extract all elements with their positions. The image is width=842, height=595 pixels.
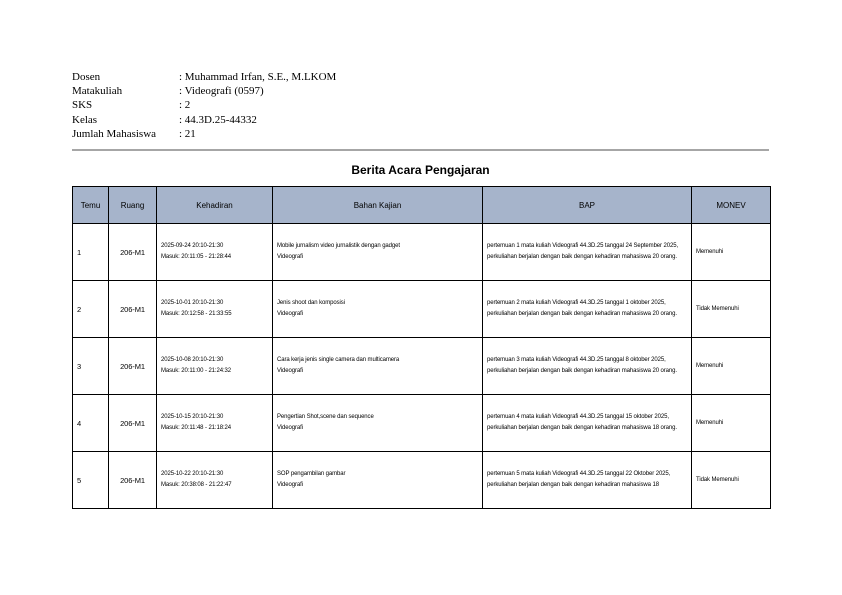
info-value: : Muhammad Irfan, S.E., M.LKOM — [179, 71, 337, 83]
table-row — [73, 395, 771, 452]
cell-bahan-kajian — [273, 281, 483, 338]
page-title: Berita Acara Pengajaran — [351, 163, 490, 177]
cell-kehadiran — [157, 338, 273, 395]
cell-bap: pertemuan 1 mata kuliah Videografi 44.3D.25 tanggal 24 September 2025, perkuliahan berjalan dengan baik dengan kehadiran mahasiswa 20 orang. — [483, 224, 692, 281]
cell-kehadiran — [157, 452, 273, 509]
bahan-matakuliah: Videografi — [277, 425, 303, 431]
bahan-matakuliah: Videografi — [277, 482, 303, 488]
kehadiran-masuk: Masuk: 20:12:58 - 21:33:55 — [161, 311, 232, 317]
kehadiran-jadwal: 2025-09-24 20:10-21:30 — [161, 243, 224, 249]
cell-ruang: 206-M1 — [109, 452, 157, 509]
cell-monev: Memenuhi — [692, 338, 771, 395]
table-row — [73, 452, 771, 509]
info-row-dosen — [72, 70, 336, 84]
cell-temu: 2 — [73, 281, 109, 338]
header-divider — [72, 149, 769, 151]
bahan-topik: Mobile jurnalism video jurnalistik dengan gadget — [277, 243, 400, 249]
info-label: Kelas — [72, 113, 98, 126]
header-bahan-kajian: Bahan Kajian — [273, 187, 483, 224]
cell-bap: pertemuan 5 mata kuliah Videografi 44.3D.25 tanggal 22 Oktober 2025, perkuliahan berjalan dengan baik dengan kehadiran mahasiswa 18 — [483, 452, 692, 509]
bahan-topik: Pengertian Shot,scene dan sequence — [277, 414, 374, 420]
cell-ruang: 206-M1 — [109, 338, 157, 395]
header-ruang: Ruang — [109, 187, 157, 224]
cell-monev: Tidak Memenuhi — [692, 281, 771, 338]
header-bap: BAP — [483, 187, 692, 224]
bahan-topik: Cara kerja jenis single camera dan multicamera — [277, 357, 400, 363]
cell-kehadiran — [157, 224, 273, 281]
cell-ruang: 206-M1 — [109, 281, 157, 338]
cell-monev: Tidak Memenuhi — [692, 452, 771, 509]
info-label: Dosen — [72, 71, 101, 83]
kehadiran-jadwal: 2025-10-08 20:10-21:30 — [161, 357, 224, 363]
info-value: : Videografi (0597) — [179, 85, 264, 98]
cell-temu: 5 — [73, 452, 109, 509]
table-row — [73, 338, 771, 395]
cell-bap: pertemuan 4 mata kuliah Videografi 44.3D.25 tanggal 15 oktober 2025, perkuliahan berjalan dengan baik dengan kehadiran mahasiswa 18 orang. — [483, 395, 692, 452]
cell-bahan-kajian — [273, 452, 483, 509]
kehadiran-masuk: Masuk: 20:11:48 - 21:18:24 — [161, 425, 232, 431]
bahan-matakuliah: Videografi — [277, 368, 303, 374]
header-kehadiran: Kehadiran — [157, 187, 273, 224]
header-monev: MONEV — [692, 187, 771, 224]
kehadiran-masuk: Masuk: 20:11:05 - 21:28:44 — [161, 254, 232, 260]
info-label: Matakuliah — [72, 85, 123, 98]
table-header-row — [73, 187, 771, 224]
info-row-matakuliah — [72, 84, 336, 98]
cell-monev: Memenuhi — [692, 395, 771, 452]
bap-table — [72, 186, 771, 509]
info-label: SKS — [72, 99, 93, 112]
info-value: : 2 — [179, 99, 191, 112]
cell-kehadiran — [157, 281, 273, 338]
kehadiran-jadwal: 2025-10-22 20:10-21:30 — [161, 471, 224, 477]
info-value: : 44.3D.25-44332 — [179, 113, 257, 126]
table-row — [73, 281, 771, 338]
cell-bahan-kajian — [273, 224, 483, 281]
bahan-matakuliah: Videografi — [277, 311, 303, 317]
bahan-matakuliah: Videografi — [277, 254, 303, 260]
info-row-jumlah-mahasiswa — [72, 127, 336, 141]
bahan-topik: SOP pengambilan gambar — [277, 471, 346, 477]
info-row-kelas — [72, 113, 336, 127]
table-row — [73, 224, 771, 281]
cell-bahan-kajian — [273, 338, 483, 395]
cell-temu: 3 — [73, 338, 109, 395]
kehadiran-jadwal: 2025-10-15 20:10-21:30 — [161, 414, 224, 420]
kehadiran-masuk: Masuk: 20:11:00 - 21:24:32 — [161, 368, 232, 374]
kehadiran-masuk: Masuk: 20:38:08 - 21:22:47 — [161, 482, 232, 488]
cell-temu: 4 — [73, 395, 109, 452]
bahan-topik: Jenis shoot dan komposisi — [277, 300, 345, 306]
cell-ruang: 206-M1 — [109, 224, 157, 281]
cell-ruang: 206-M1 — [109, 395, 157, 452]
cell-kehadiran — [157, 395, 273, 452]
course-info — [72, 70, 336, 141]
cell-monev: Memenuhi — [692, 224, 771, 281]
cell-bap: pertemuan 2 mata kuliah Videografi 44.3D.25 tanggal 1 oktober 2025, perkuliahan berjalan dengan baik dengan kehadiran mahasiswa 20 orang. — [483, 281, 692, 338]
info-row-sks — [72, 98, 336, 112]
kehadiran-jadwal: 2025-10-01 20:10-21:30 — [161, 300, 224, 306]
cell-bap: pertemuan 3 mata kuliah Videografi 44.3D.25 tanggal 8 oktober 2025, perkuliahan berjalan dengan baik dengan kehadiran mahasiswa 20 orang. — [483, 338, 692, 395]
header-temu: Temu — [73, 187, 109, 224]
info-label: Jumlah Mahasiswa — [72, 127, 157, 140]
cell-bahan-kajian — [273, 395, 483, 452]
info-value: : 21 — [179, 127, 196, 140]
cell-temu: 1 — [73, 224, 109, 281]
